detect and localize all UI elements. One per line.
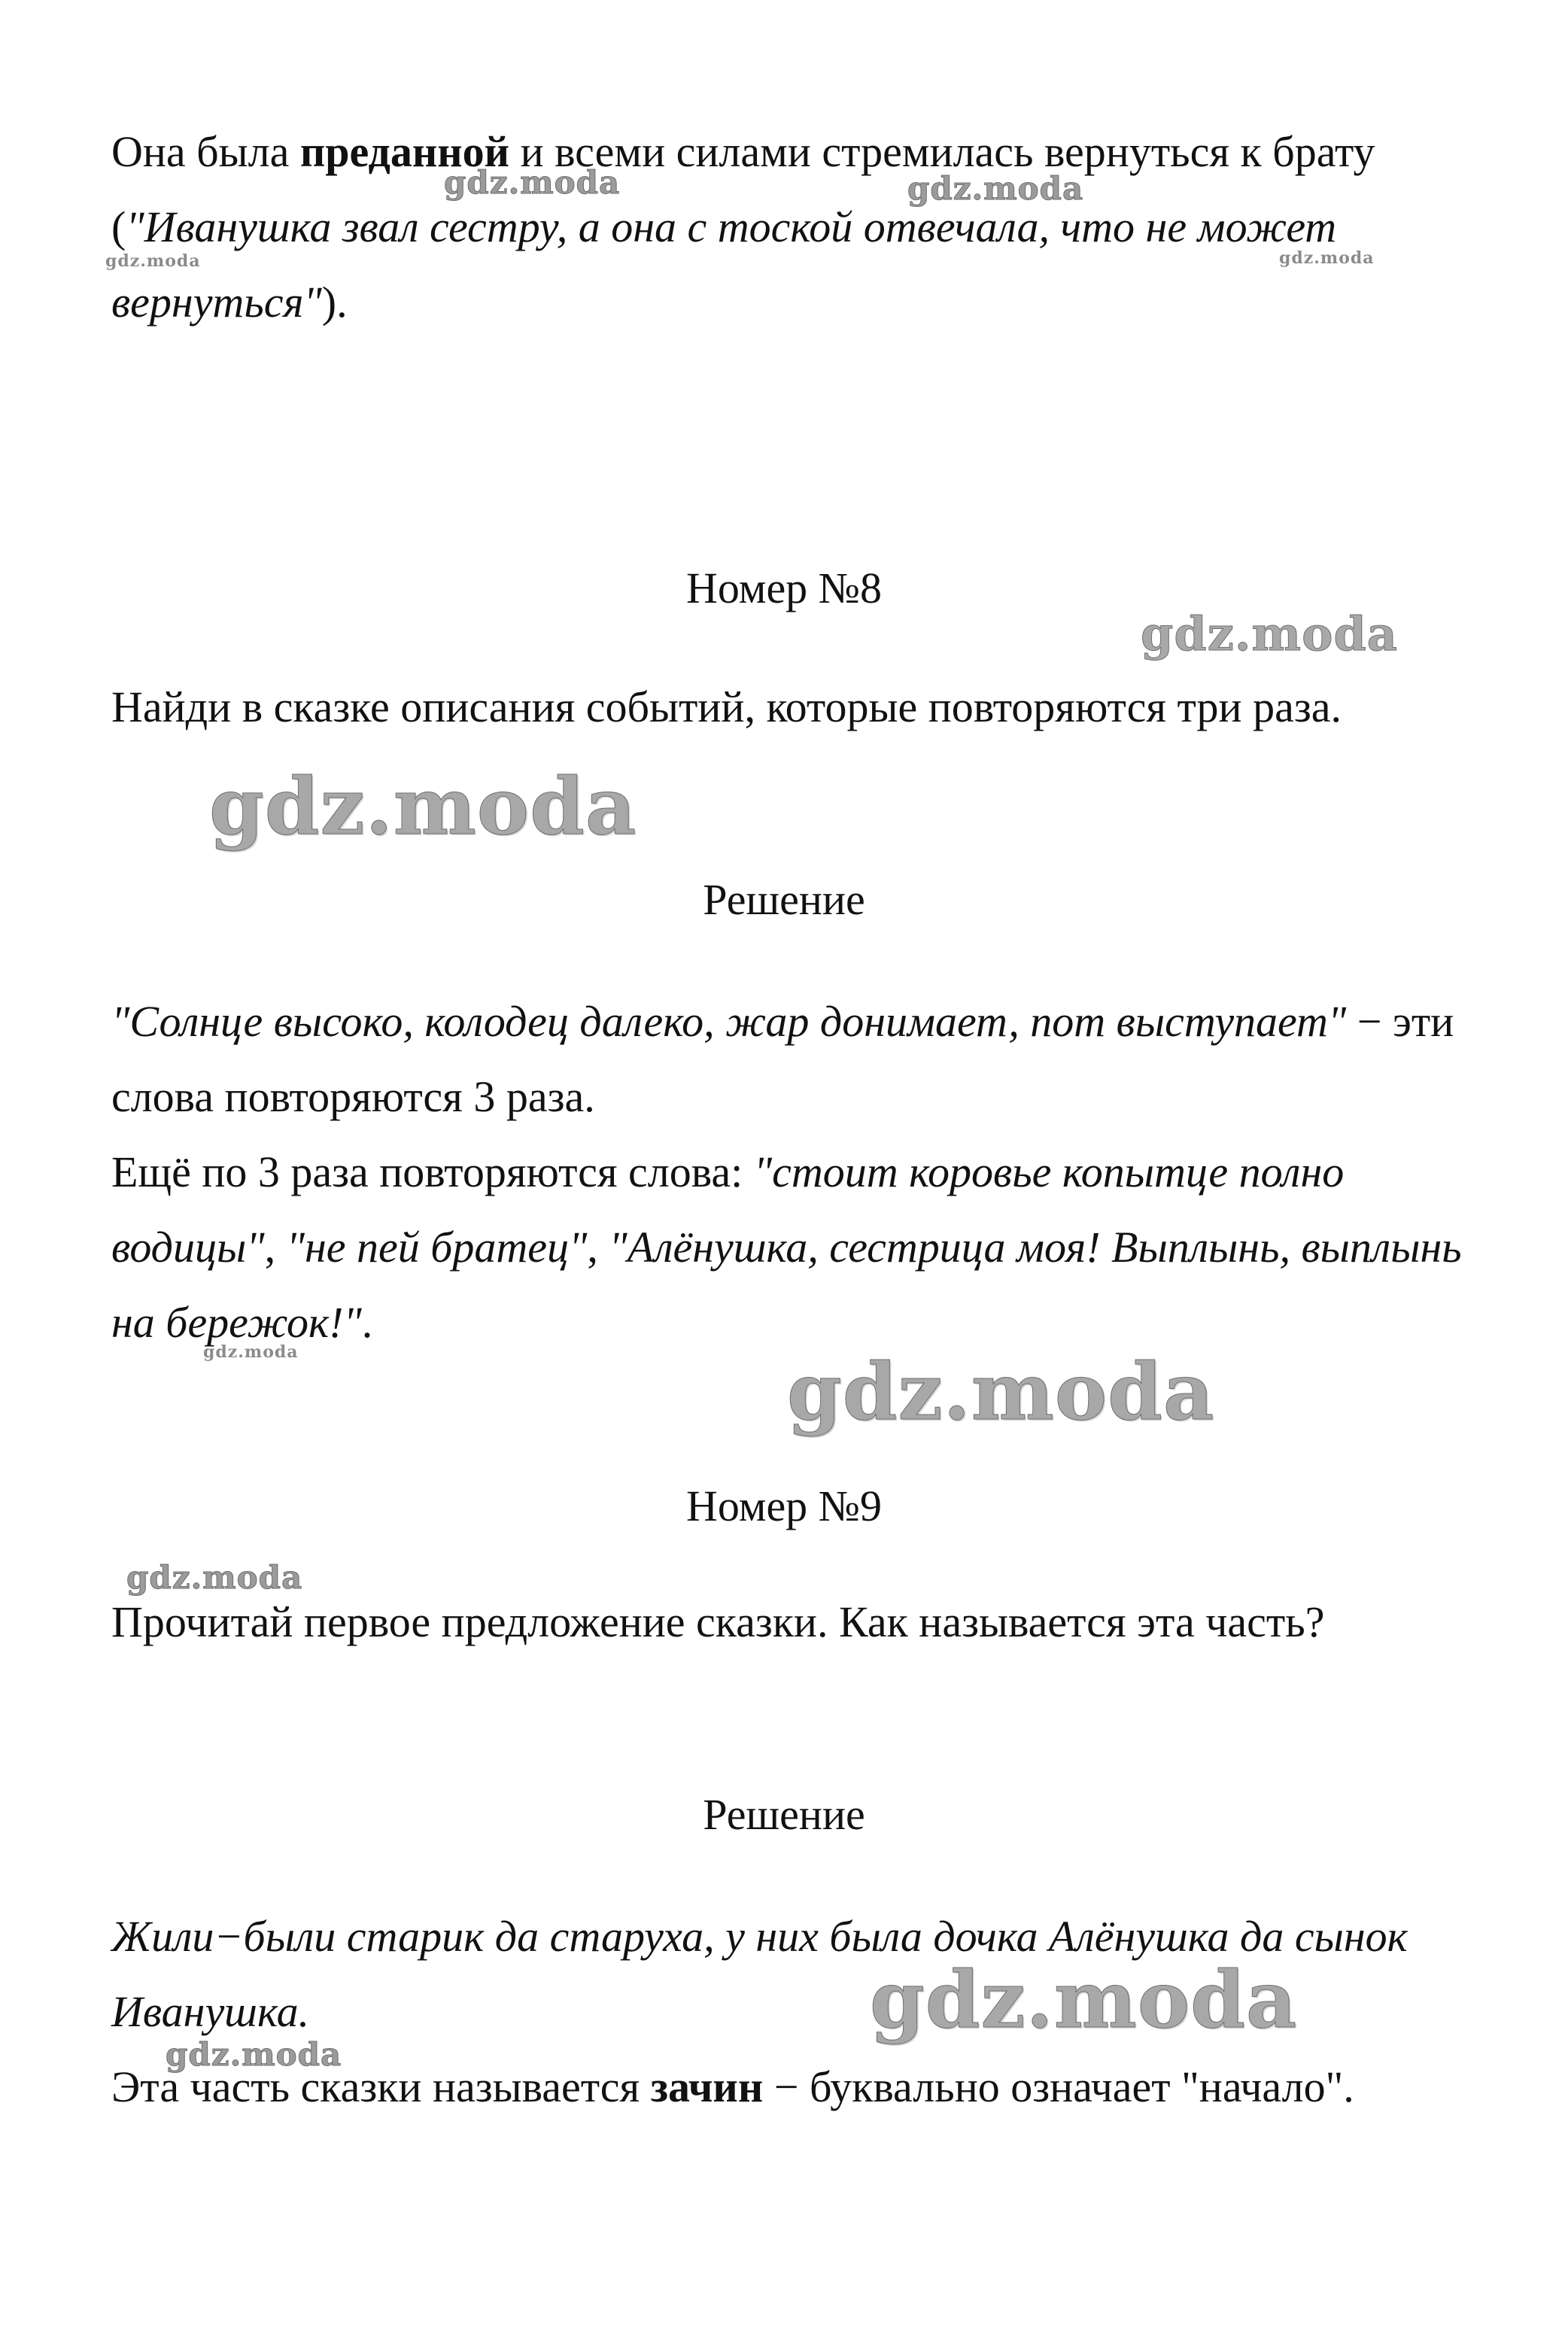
task8-answer-lead: Ещё по 3 раза повторяются слова:	[111, 1147, 754, 1196]
intro-quote: "Иванушка звал сестру, а она с тоской отвечала, что не может вернуться"	[111, 202, 1337, 327]
task8-question: Найди в сказке описания событий, которые повторяются три раза.	[111, 682, 1342, 731]
watermark: gdz.moda	[787, 1345, 1215, 1438]
watermark: gdz.moda	[166, 2036, 342, 2073]
task9-answer-bold-word: зачин	[650, 2062, 764, 2111]
task8-answer-quote-1: "стоит коровье копытце полно водицы"	[111, 1147, 1345, 1272]
separator: ,	[587, 1223, 609, 1272]
task8-answer	[111, 984, 1466, 1360]
intro-bold-word: преданной	[299, 127, 510, 176]
task9-solution-label: Решение	[703, 1790, 865, 1839]
watermark: gdz.moda	[126, 1559, 303, 1596]
watermark: gdz.moda	[209, 760, 637, 852]
task9-heading: Номер №9	[685, 1481, 883, 1530]
task8-answer-quote-3: "Алёнушка, сестрица моя! Выплынь, выплынь на бережок!"	[111, 1223, 1462, 1347]
task8-answer-line2	[111, 1135, 1466, 1360]
task8-answer-quote: "Солнце высоко, колодец далеко, жар донимает, пот выступает"	[111, 997, 1347, 1046]
intro-text-2: и всеми силами стремилась вернуться к брату (	[111, 127, 1375, 251]
task9-answer-quote: Жили−были старик да старуха, у них была дочка Алёнушка да сынок Иванушка.	[111, 1912, 1408, 2036]
task8-heading: Номер №8	[685, 564, 883, 612]
watermark: gdz.moda	[1141, 606, 1398, 661]
task8-answer-quote-2: "не пей братец"	[286, 1223, 588, 1272]
task9-answer-text-2: − буквально означает "начало".	[763, 2062, 1354, 2111]
watermark: gdz.moda	[1279, 248, 1375, 268]
watermark: gdz.moda	[907, 170, 1084, 207]
task8-answer-text: − эти слова повторяются 3 раза.	[111, 997, 1454, 1121]
separator: ,	[264, 1223, 287, 1272]
intro-paragraph	[111, 114, 1466, 340]
task9-answer-text-1: Эта часть сказки называется	[111, 2062, 651, 2111]
period: .	[361, 1298, 373, 1347]
intro-text-1: Она была	[111, 127, 300, 176]
task9-question: Прочитай первое предложение сказки. Как называется эта часть?	[111, 1597, 1325, 1646]
watermark: gdz.moda	[105, 251, 201, 271]
watermark: gdz.moda	[203, 1342, 299, 1362]
watermark: gdz.moda	[870, 1953, 1298, 2046]
task8-solution-label: Решение	[703, 875, 865, 924]
intro-text-3: ).	[321, 278, 348, 327]
task8-answer-line1	[111, 984, 1466, 1135]
watermark: gdz.moda	[444, 164, 621, 201]
